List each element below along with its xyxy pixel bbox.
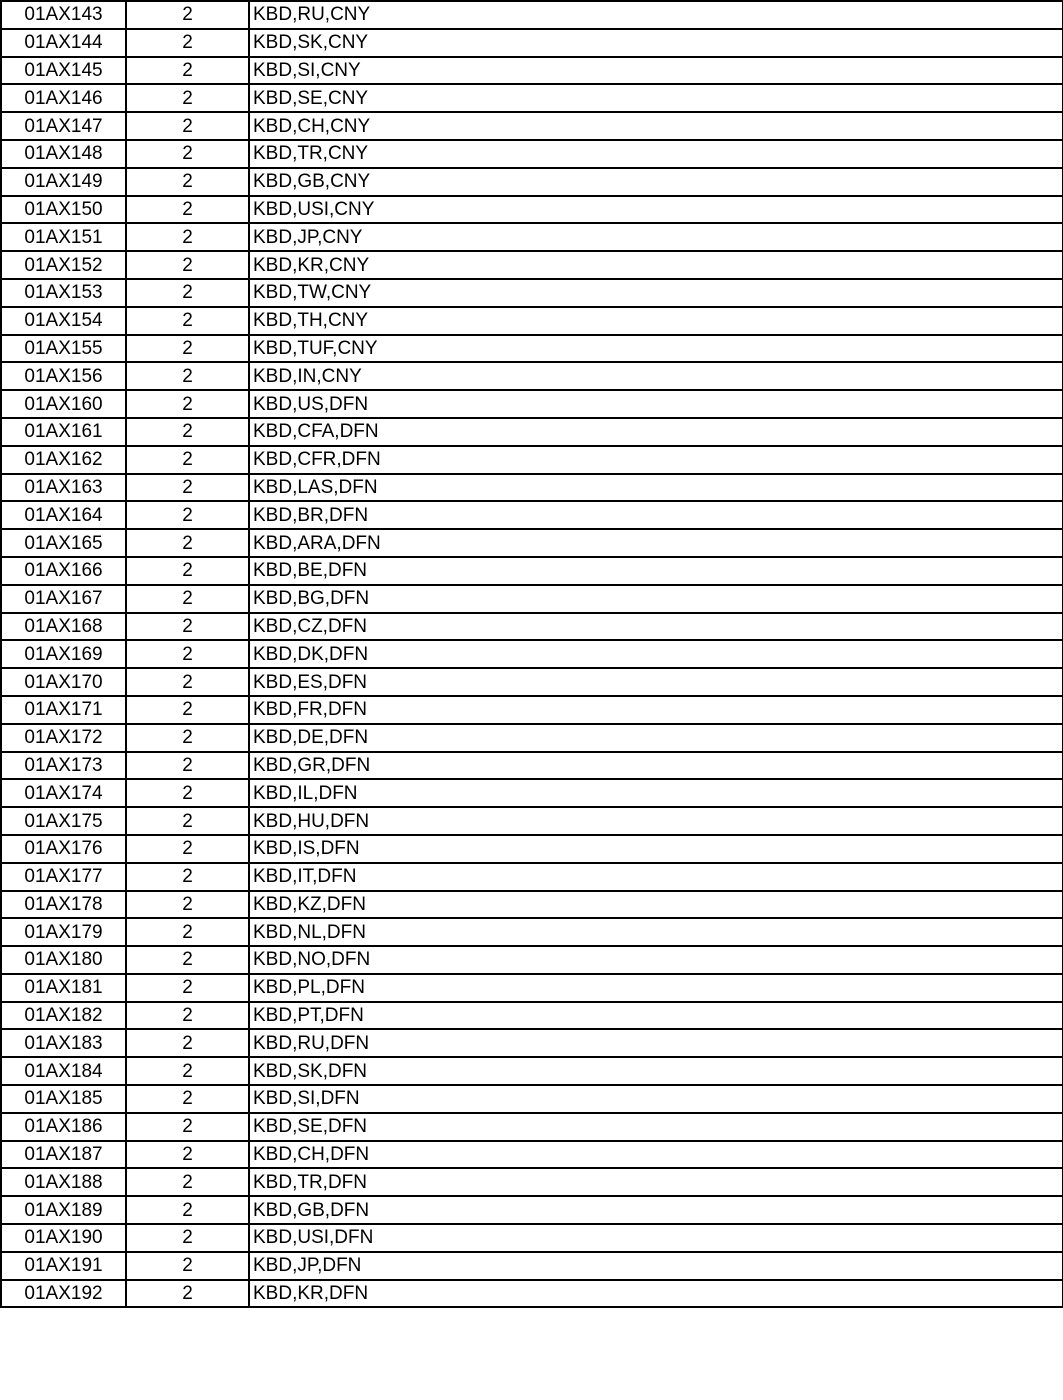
table-row — [1, 752, 1063, 780]
part-code-cell: 01AX185 — [1, 1085, 126, 1113]
table-row — [1, 613, 1063, 641]
quantity-cell: 2 — [126, 1002, 249, 1030]
part-code-cell: 01AX145 — [1, 57, 126, 85]
part-code-cell: 01AX150 — [1, 196, 126, 224]
table-row — [1, 501, 1063, 529]
quantity-cell: 2 — [126, 29, 249, 57]
table-row — [1, 835, 1063, 863]
table-row — [1, 307, 1063, 335]
description-cell: KBD,KR,CNY — [249, 251, 1063, 279]
quantity-cell: 2 — [126, 1057, 249, 1085]
quantity-cell: 2 — [126, 390, 249, 418]
part-code-cell: 01AX180 — [1, 946, 126, 974]
part-code-cell: 01AX175 — [1, 807, 126, 835]
table-row — [1, 1141, 1063, 1169]
part-code-cell: 01AX183 — [1, 1029, 126, 1057]
part-code-cell: 01AX144 — [1, 29, 126, 57]
table-row — [1, 863, 1063, 891]
description-cell: KBD,CZ,DFN — [249, 613, 1063, 641]
table-row — [1, 446, 1063, 474]
quantity-cell: 2 — [126, 362, 249, 390]
description-cell: KBD,USI,CNY — [249, 196, 1063, 224]
description-cell: KBD,CFA,DFN — [249, 418, 1063, 446]
part-code-cell: 01AX167 — [1, 585, 126, 613]
quantity-cell: 2 — [126, 501, 249, 529]
description-cell: KBD,PL,DFN — [249, 974, 1063, 1002]
description-cell: KBD,TW,CNY — [249, 279, 1063, 307]
part-code-cell: 01AX184 — [1, 1057, 126, 1085]
quantity-cell: 2 — [126, 863, 249, 891]
part-code-cell: 01AX173 — [1, 752, 126, 780]
table-row — [1, 362, 1063, 390]
description-cell: KBD,KZ,DFN — [249, 891, 1063, 919]
description-cell: KBD,HU,DFN — [249, 807, 1063, 835]
part-code-cell: 01AX166 — [1, 557, 126, 585]
table-row — [1, 168, 1063, 196]
description-cell: KBD,TR,CNY — [249, 140, 1063, 168]
table-row — [1, 1, 1063, 29]
quantity-cell: 2 — [126, 1085, 249, 1113]
quantity-cell: 2 — [126, 807, 249, 835]
description-cell: KBD,TUF,CNY — [249, 335, 1063, 363]
part-code-cell: 01AX186 — [1, 1113, 126, 1141]
table-row — [1, 807, 1063, 835]
quantity-cell: 2 — [126, 891, 249, 919]
quantity-cell: 2 — [126, 724, 249, 752]
quantity-cell: 2 — [126, 835, 249, 863]
part-code-cell: 01AX151 — [1, 223, 126, 251]
table-row — [1, 279, 1063, 307]
table-row — [1, 1280, 1063, 1308]
part-code-cell: 01AX155 — [1, 335, 126, 363]
description-cell: KBD,SI,CNY — [249, 57, 1063, 85]
part-code-cell: 01AX156 — [1, 362, 126, 390]
description-cell: KBD,GB,DFN — [249, 1196, 1063, 1224]
description-cell: KBD,JP,CNY — [249, 223, 1063, 251]
table-row — [1, 1196, 1063, 1224]
quantity-cell: 2 — [126, 974, 249, 1002]
table-row — [1, 1252, 1063, 1280]
table-row — [1, 390, 1063, 418]
table-row — [1, 891, 1063, 919]
quantity-cell: 2 — [126, 1, 249, 29]
description-cell: KBD,LAS,DFN — [249, 474, 1063, 502]
part-code-cell: 01AX165 — [1, 529, 126, 557]
quantity-cell: 2 — [126, 196, 249, 224]
description-cell: KBD,DK,DFN — [249, 640, 1063, 668]
part-code-cell: 01AX169 — [1, 640, 126, 668]
description-cell: KBD,USI,DFN — [249, 1224, 1063, 1252]
part-code-cell: 01AX181 — [1, 974, 126, 1002]
part-code-cell: 01AX178 — [1, 891, 126, 919]
part-code-cell: 01AX147 — [1, 112, 126, 140]
description-cell: KBD,JP,DFN — [249, 1252, 1063, 1280]
table-row — [1, 724, 1063, 752]
description-cell: KBD,CFR,DFN — [249, 446, 1063, 474]
description-cell: KBD,BE,DFN — [249, 557, 1063, 585]
table-row — [1, 557, 1063, 585]
quantity-cell: 2 — [126, 668, 249, 696]
description-cell: KBD,DE,DFN — [249, 724, 1063, 752]
quantity-cell: 2 — [126, 446, 249, 474]
quantity-cell: 2 — [126, 613, 249, 641]
description-cell: KBD,IL,DFN — [249, 779, 1063, 807]
part-code-cell: 01AX153 — [1, 279, 126, 307]
quantity-cell: 2 — [126, 529, 249, 557]
table-row — [1, 1113, 1063, 1141]
description-cell: KBD,BG,DFN — [249, 585, 1063, 613]
part-code-cell: 01AX172 — [1, 724, 126, 752]
part-code-cell: 01AX182 — [1, 1002, 126, 1030]
quantity-cell: 2 — [126, 1113, 249, 1141]
quantity-cell: 2 — [126, 307, 249, 335]
table-row — [1, 585, 1063, 613]
part-code-cell: 01AX143 — [1, 1, 126, 29]
quantity-cell: 2 — [126, 1168, 249, 1196]
part-code-cell: 01AX171 — [1, 696, 126, 724]
part-code-cell: 01AX160 — [1, 390, 126, 418]
quantity-cell: 2 — [126, 223, 249, 251]
table-row — [1, 84, 1063, 112]
quantity-cell: 2 — [126, 752, 249, 780]
quantity-cell: 2 — [126, 1224, 249, 1252]
part-code-cell: 01AX174 — [1, 779, 126, 807]
quantity-cell: 2 — [126, 557, 249, 585]
table-row — [1, 57, 1063, 85]
quantity-cell: 2 — [126, 140, 249, 168]
description-cell: KBD,NL,DFN — [249, 918, 1063, 946]
part-code-cell: 01AX191 — [1, 1252, 126, 1280]
part-code-cell: 01AX163 — [1, 474, 126, 502]
description-cell: KBD,KR,DFN — [249, 1280, 1063, 1308]
table-row — [1, 1168, 1063, 1196]
quantity-cell: 2 — [126, 779, 249, 807]
part-code-cell: 01AX148 — [1, 140, 126, 168]
description-cell: KBD,IT,DFN — [249, 863, 1063, 891]
table-row — [1, 1085, 1063, 1113]
part-code-cell: 01AX154 — [1, 307, 126, 335]
quantity-cell: 2 — [126, 1252, 249, 1280]
description-cell: KBD,SI,DFN — [249, 1085, 1063, 1113]
table-row — [1, 140, 1063, 168]
description-cell: KBD,PT,DFN — [249, 1002, 1063, 1030]
table-row — [1, 946, 1063, 974]
part-code-cell: 01AX187 — [1, 1141, 126, 1169]
description-cell: KBD,NO,DFN — [249, 946, 1063, 974]
description-cell: KBD,FR,DFN — [249, 696, 1063, 724]
description-cell: KBD,SE,DFN — [249, 1113, 1063, 1141]
description-cell: KBD,SE,CNY — [249, 84, 1063, 112]
table-row — [1, 1057, 1063, 1085]
quantity-cell: 2 — [126, 696, 249, 724]
quantity-cell: 2 — [126, 57, 249, 85]
quantity-cell: 2 — [126, 946, 249, 974]
table-row — [1, 1224, 1063, 1252]
description-cell: KBD,RU,CNY — [249, 1, 1063, 29]
quantity-cell: 2 — [126, 474, 249, 502]
description-cell: KBD,IS,DFN — [249, 835, 1063, 863]
quantity-cell: 2 — [126, 112, 249, 140]
part-code-cell: 01AX190 — [1, 1224, 126, 1252]
table-row — [1, 1029, 1063, 1057]
table-row — [1, 918, 1063, 946]
description-cell: KBD,CH,DFN — [249, 1141, 1063, 1169]
part-code-cell: 01AX168 — [1, 613, 126, 641]
part-code-cell: 01AX176 — [1, 835, 126, 863]
description-cell: KBD,RU,DFN — [249, 1029, 1063, 1057]
table-row — [1, 29, 1063, 57]
description-cell: KBD,GB,CNY — [249, 168, 1063, 196]
table-row — [1, 1002, 1063, 1030]
description-cell: KBD,TH,CNY — [249, 307, 1063, 335]
description-cell: KBD,ARA,DFN — [249, 529, 1063, 557]
table-row — [1, 974, 1063, 1002]
quantity-cell: 2 — [126, 168, 249, 196]
table-row — [1, 529, 1063, 557]
quantity-cell: 2 — [126, 918, 249, 946]
description-cell: KBD,IN,CNY — [249, 362, 1063, 390]
quantity-cell: 2 — [126, 1029, 249, 1057]
quantity-cell: 2 — [126, 1196, 249, 1224]
quantity-cell: 2 — [126, 640, 249, 668]
description-cell: KBD,SK,DFN — [249, 1057, 1063, 1085]
part-code-cell: 01AX179 — [1, 918, 126, 946]
description-cell: KBD,ES,DFN — [249, 668, 1063, 696]
part-code-cell: 01AX152 — [1, 251, 126, 279]
part-code-cell: 01AX177 — [1, 863, 126, 891]
part-code-cell: 01AX161 — [1, 418, 126, 446]
quantity-cell: 2 — [126, 585, 249, 613]
description-cell: KBD,CH,CNY — [249, 112, 1063, 140]
part-code-cell: 01AX146 — [1, 84, 126, 112]
table-row — [1, 418, 1063, 446]
description-cell: KBD,BR,DFN — [249, 501, 1063, 529]
table-row — [1, 251, 1063, 279]
table-row — [1, 112, 1063, 140]
part-code-cell: 01AX170 — [1, 668, 126, 696]
description-cell: KBD,TR,DFN — [249, 1168, 1063, 1196]
quantity-cell: 2 — [126, 279, 249, 307]
quantity-cell: 2 — [126, 251, 249, 279]
table-row — [1, 696, 1063, 724]
quantity-cell: 2 — [126, 335, 249, 363]
table-row — [1, 474, 1063, 502]
parts-table-body — [1, 1, 1063, 1307]
quantity-cell: 2 — [126, 1141, 249, 1169]
part-code-cell: 01AX162 — [1, 446, 126, 474]
table-row — [1, 779, 1063, 807]
table-row — [1, 640, 1063, 668]
table-row — [1, 223, 1063, 251]
quantity-cell: 2 — [126, 418, 249, 446]
part-code-cell: 01AX188 — [1, 1168, 126, 1196]
part-code-cell: 01AX164 — [1, 501, 126, 529]
quantity-cell: 2 — [126, 1280, 249, 1308]
part-code-cell: 01AX192 — [1, 1280, 126, 1308]
quantity-cell: 2 — [126, 84, 249, 112]
description-cell: KBD,US,DFN — [249, 390, 1063, 418]
table-row — [1, 668, 1063, 696]
table-row — [1, 196, 1063, 224]
table-row — [1, 335, 1063, 363]
part-code-cell: 01AX149 — [1, 168, 126, 196]
description-cell: KBD,SK,CNY — [249, 29, 1063, 57]
description-cell: KBD,GR,DFN — [249, 752, 1063, 780]
part-code-cell: 01AX189 — [1, 1196, 126, 1224]
